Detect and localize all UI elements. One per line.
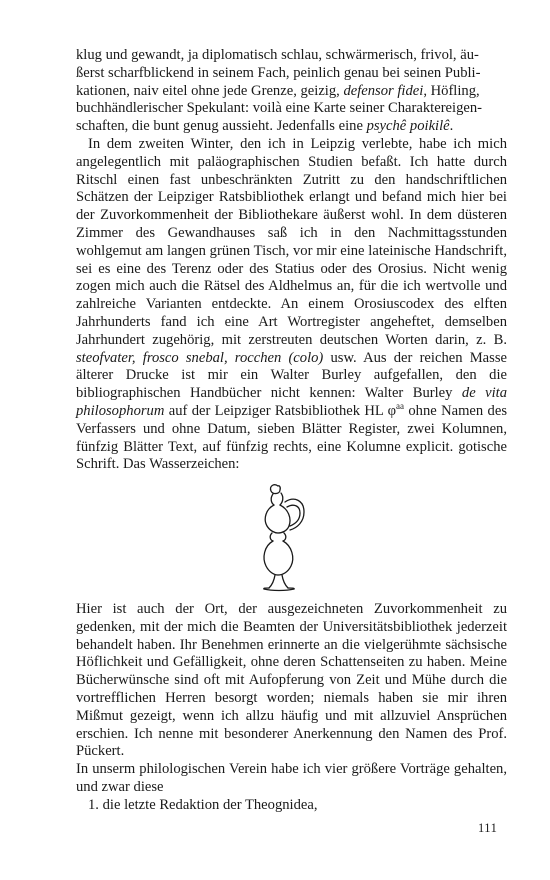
paragraph-text: auf der Leipziger Ratsbibliothek HL φ <box>164 402 397 419</box>
paragraph-character-traits <box>76 47 507 136</box>
upper-text-block <box>76 47 507 474</box>
italic-phrase: defensor fidei <box>343 82 424 99</box>
italic-phrase: steofvater, frosco snebal, rocchen (colo) <box>76 349 324 366</box>
text-line: . <box>449 118 454 135</box>
watermark-drawing <box>252 478 320 598</box>
paragraph-philological-society: In unserm philologischen Verein habe ich vier größere Vorträge gehalten, und zwar diese <box>76 761 507 795</box>
paragraph-text: usw. Aus der reichen Masse älterer Drucke ist mir ein Walter Burley aufgefallen, den die bibliographischen Handbücher nicht kennen: Walter Burley <box>76 349 507 402</box>
text-line: buchhändlerischer Spekulant: voilà eine Karte seiner Charaktereigen- <box>76 100 483 117</box>
paragraph-text: ohne Namen des Verfassers und ohne Datum, sieben Blätter Register, zwei Kolumnen, fünfzig Blätter Text, auf fünfzig rechts, eine Kolumne explicit. gotische Schrift. Das Wasserzeichen: <box>76 402 507 473</box>
text-line: klug und gewandt, ja diplomatisch schlau, schwärmerisch, frivol, äu- <box>76 47 479 63</box>
paragraph-leipzig-studies <box>76 136 507 474</box>
text-line: schaften, die bunt genug aussieht. Jedenfalls eine <box>76 118 367 135</box>
superscript: aa <box>396 401 405 412</box>
page-number: 111 <box>478 821 498 835</box>
text-line: ßerst scharfblickend in seinem Fach, peinlich genau bei seinen Publi- <box>76 64 481 81</box>
lower-text-block <box>76 601 507 815</box>
italic-phrase: de vita philosophorum <box>76 385 507 419</box>
paragraph-library-staff: Hier ist auch der Ort, der ausgezeichneten Zuvorkommenheit zu gedenken, mit der mich die Beamten der Universitätsbibliothek jederzeit behandelt haben. Ihr Benehmen erinnerte an die vielgerühmte sächsische Höflichkeit und Gefälligkeit, ohne deren Schattenseiten zu haben. Meine Bücherwünsche sind oft mit Aufopferung von Zeit und Mühe durch die vortrefflichen Herren besorgt worden; niemals haben sie mir ihren Mißmut gezeigt, wenn ich allzu häufig und mit allzuviel Ansprüchen erschien. Ich nenne mit besonderer Anerkennung den Namen des Prof. Pückert. <box>76 601 507 760</box>
paragraph-text: In dem zweiten Winter, den ich in Leipzig verlebte, habe ich mich angelegentlich mit paläographischen Studien befaßt. Ich hatte durch Ritschl einen fast unbeschränkten Zutritt zu den handschriftlichen Schätzen der Leipziger Ratsbibliothek erlangt und befand mich hier bei der Zuvorkommenheit der Bibliothekare äußerst wohl. In dem düsteren Zimmer des Gewandhauses saß ich in den Nachmittagsstunden wohlgemut am langen grünen Tisch, vor mir eine lateinische Handschrift, sei es eine des Terenz oder des Statius oder des Orosius. Nicht wenig zogen mich auch die Rätsel des Aldhelmus an, für die ich wertvolle und zahlreiche Varianten entdeckte. An einem Orosiuscodex des elften Jahrhunderts fand ich eine Art Wortregister angeheftet, demselben Jahrhundert zugehörig, mit zerstreuten deutschen Worten darin, z. B. <box>76 135 507 348</box>
italic-phrase: psychê poikilê <box>366 118 450 135</box>
text-line: , Höfling, <box>423 82 480 99</box>
list-item: 1. die letzte Redaktion der Theognidea, <box>88 796 318 813</box>
text-line: kationen, naiv eitel ohne jede Grenze, geizig, <box>76 82 344 99</box>
